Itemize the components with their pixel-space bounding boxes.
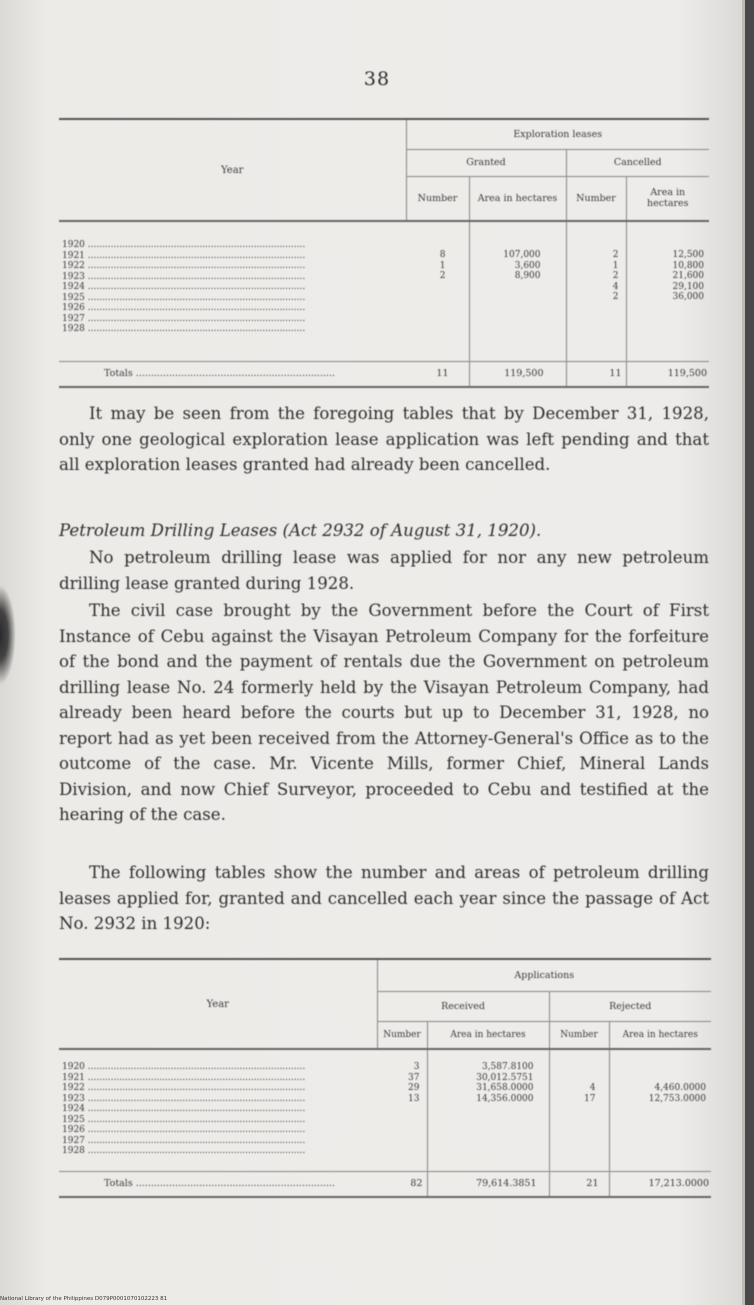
- rejected-area-values: 4,460.0000 12,753.0000: [648, 1083, 706, 1104]
- total-received-number: 82: [377, 1171, 427, 1197]
- exploration-leases-table: [59, 118, 709, 388]
- year-row: 1926 ............................................................................: [62, 1125, 306, 1135]
- year-list: [62, 240, 403, 335]
- year-row: 1926 ............................................................................: [62, 303, 306, 313]
- year-row: 1920 ............................................................................: [62, 1062, 306, 1072]
- drilling-lease-applications-table: [59, 958, 711, 1198]
- year-row: 1922 ............................................................................: [62, 261, 306, 271]
- total-granted-area: 119,500: [469, 361, 566, 387]
- year-row: 1923 ............................................................................: [62, 271, 306, 282]
- year-row: 1928 ............................................................................: [62, 324, 306, 334]
- total-rejected-area: 17,213.0000: [609, 1171, 711, 1197]
- total-granted-number: 11: [406, 361, 469, 387]
- granted-area-header: Area in hectares: [469, 176, 566, 221]
- page-number: 38: [363, 68, 391, 90]
- year-row: 1923 ............................................................................: [62, 1093, 306, 1104]
- year-row: 1928 ............................................................................: [62, 1146, 306, 1156]
- year-row: 1927 ............................................................................: [62, 313, 306, 324]
- applications-header: Applications: [377, 959, 711, 991]
- cancelled-area-values: 12,500 10,800 21,600 29,100 36,000: [672, 250, 704, 302]
- paragraph-summary: It may be seen from the foregoing tables that by December 31, 1928, only one geological exploration lease application was left pending and that all exploration leases granted had already been cancelled.: [59, 404, 709, 474]
- year-row: 1925 ............................................................................: [62, 292, 306, 303]
- total-cancelled-number: 11: [566, 361, 626, 387]
- year-row: 1920 ............................................................................: [62, 240, 306, 250]
- year-row: 1922 ............................................................................: [62, 1083, 306, 1093]
- cancelled-number-values: 2 1 2 4 2: [612, 250, 619, 302]
- year-row: 1925 ............................................................................: [62, 1114, 306, 1125]
- year-row: 1927 ............................................................................: [62, 1135, 306, 1146]
- total-received-area: 79,614.3851: [427, 1171, 549, 1197]
- exploration-leases-header: Exploration leases: [406, 119, 709, 149]
- rejected-number-values: 4 17: [584, 1083, 596, 1104]
- received-area-header: Area in hectares: [427, 1021, 549, 1049]
- year-row: 1924 ............................................................................: [62, 282, 306, 292]
- paragraph-no-lease-applied: No petroleum drilling lease was applied for nor any new petroleum drilling lease granted during 1928.: [59, 548, 709, 593]
- rejected-number-header: Number: [549, 1021, 609, 1049]
- granted-number-header: Number: [406, 176, 469, 221]
- totals-label-2: Totals: [104, 1178, 133, 1189]
- rejected-area-header: Area in hectares: [609, 1021, 711, 1049]
- granted-header: Granted: [406, 149, 566, 176]
- totals-row: Totals .................................................................. 11 119,500 11 119,500: [59, 361, 709, 387]
- year-header-2: Year: [59, 959, 377, 1049]
- year-row: 1921 ............................................................................: [62, 1072, 306, 1083]
- totals-row-2: Totals .................................................................. 82 79,614.3851 21 17,213.0000: [59, 1171, 711, 1197]
- year-row: 1924 ............................................................................: [62, 1104, 306, 1114]
- year-row: 1921 ............................................................................: [62, 250, 306, 261]
- cancelled-area-header: Area in hectares: [626, 176, 709, 221]
- totals-label: Totals: [104, 368, 133, 379]
- total-cancelled-area: 119,500: [626, 361, 709, 387]
- received-area-values: 3,587.8100 30,012.5751 31,658.0000 14,356.0000: [476, 1062, 534, 1104]
- section-heading-petroleum-drilling-leases: Petroleum Drilling Leases (Act 2932 of August 31, 1920).: [59, 521, 542, 540]
- cancelled-header: Cancelled: [566, 149, 709, 176]
- paragraph-civil-case: The civil case brought by the Government before the Court of First Instance of Cebu against the Visayan Petroleum Company for the forfeiture of the bond and the payment of rentals due the Government on petroleum drilling lease No. 24 formerly held by the Visayan Petroleum Company, had already been heard before the courts but up to December 31, 1928, no report had as yet been received from the Attorney-General's Office as to the outcome of the case. Mr. Vicente Mills, former Chief, Mineral Lands Division, and now Chief Surveyor, proceeded to Cebu and testified at the hearing of the case.: [59, 601, 709, 824]
- paragraph-tables-intro: The following tables show the number and areas of petroleum drilling leases applied for, granted and cancelled each year since the passage of Act No. 2932 in 1920:: [59, 863, 709, 933]
- granted-area-values: 107,000 3,600 8,900: [503, 250, 541, 281]
- received-header: Received: [377, 991, 549, 1021]
- scan-footer: National Library of the Philippines D079P0001070102223 81: [0, 1296, 168, 1302]
- year-list-2: [62, 1062, 374, 1157]
- received-number-header: Number: [377, 1021, 427, 1049]
- cancelled-number-header: Number: [566, 176, 626, 221]
- year-header: Year: [59, 119, 406, 221]
- received-number-values: 3 37 29 13: [408, 1062, 420, 1104]
- total-rejected-number: 21: [549, 1171, 609, 1197]
- granted-number-values: 8 1 2: [439, 250, 446, 281]
- rejected-header: Rejected: [549, 991, 711, 1021]
